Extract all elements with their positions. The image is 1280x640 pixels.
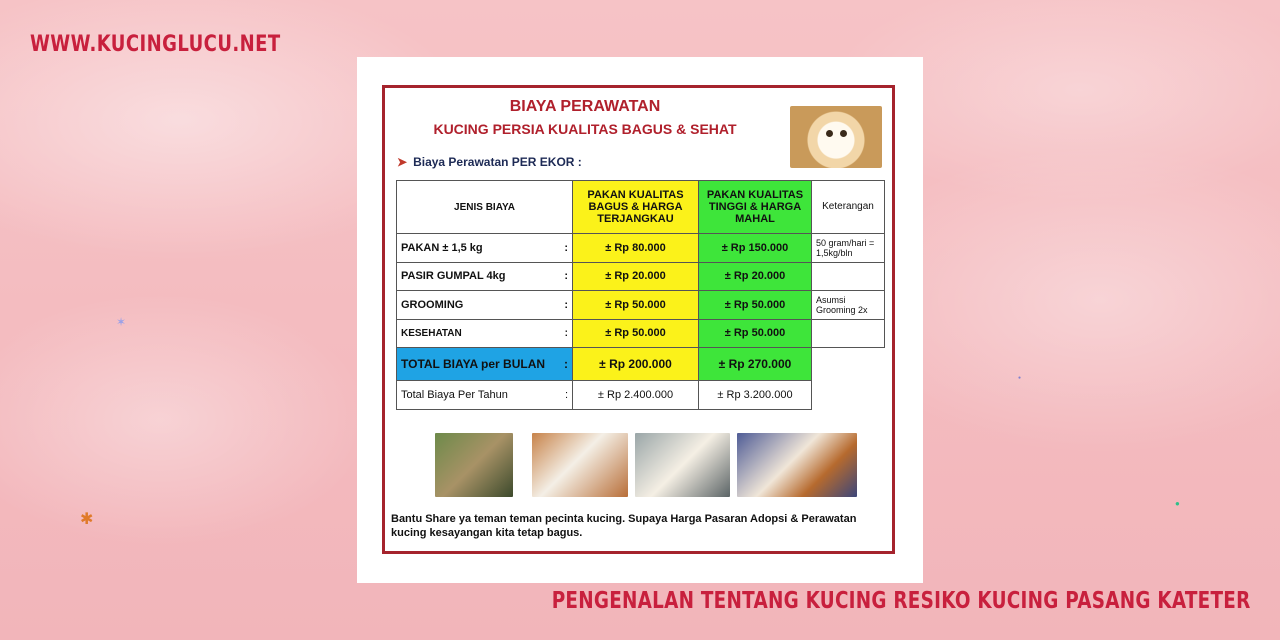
kitten-photo-2 bbox=[532, 433, 628, 497]
header-keterangan: Keterangan bbox=[812, 181, 885, 234]
row-label: KESEHATAN : bbox=[397, 319, 573, 348]
cost-table bbox=[396, 180, 885, 410]
row-label: PAKAN ± 1,5 kg : bbox=[397, 234, 573, 263]
yearly-row bbox=[397, 381, 885, 410]
row-cost-a: ± Rp 20.000 bbox=[573, 262, 699, 291]
share-note: Bantu Share ya teman teman pecinta kucing. Supaya Harga Pasaran Adopsi & Perawatan kucing kesayangan kita tetap bagus. bbox=[391, 513, 857, 539]
row-cost-b: ± Rp 150.000 bbox=[699, 234, 812, 263]
yearly-note-empty bbox=[812, 381, 885, 410]
page-caption[interactable]: PENGENALAN TENTANG KUCING RESIKO KUCING PASANG KATETER bbox=[551, 588, 1250, 614]
sparkle-icon: ✱ bbox=[80, 511, 94, 528]
header-pakan-bagus: PAKAN KUALITAS BAGUS & HARGA TERJANGKAU bbox=[573, 181, 699, 234]
row-cost-a: ± Rp 80.000 bbox=[573, 234, 699, 263]
row-label: GROOMING : bbox=[397, 291, 573, 320]
kitten-photo-1 bbox=[435, 433, 513, 497]
row-cost-b: ± Rp 20.000 bbox=[699, 262, 812, 291]
total-label: TOTAL BIAYA per BULAN : bbox=[397, 348, 573, 381]
yearly-label: Total Biaya Per Tahun : bbox=[397, 381, 573, 410]
total-cost-b: ± Rp 270.000 bbox=[699, 348, 812, 381]
yearly-cost-b: ± Rp 3.200.000 bbox=[699, 381, 812, 410]
total-cost-a: ± Rp 200.000 bbox=[573, 348, 699, 381]
per-ekor-heading: ➤ Biaya Perawatan PER EKOR : bbox=[397, 155, 582, 169]
total-row bbox=[397, 348, 885, 381]
total-note-empty bbox=[812, 348, 885, 381]
kitten-photo-3 bbox=[635, 433, 730, 497]
table-header-row bbox=[397, 181, 885, 234]
site-url[interactable]: WWW.KUCINGLUCU.NET bbox=[30, 32, 281, 57]
row-cost-b: ± Rp 50.000 bbox=[699, 291, 812, 320]
table-row bbox=[397, 291, 885, 320]
row-label: PASIR GUMPAL 4kg : bbox=[397, 262, 573, 291]
row-note bbox=[812, 319, 885, 348]
cost-poster-image bbox=[357, 57, 923, 583]
header-pakan-tinggi: PAKAN KUALITAS TINGGI & HARGA MAHAL bbox=[699, 181, 812, 234]
header-jenis-biaya: JENIS BIAYA bbox=[397, 181, 573, 234]
table-row bbox=[397, 234, 885, 263]
sparkle-icon: ✶ bbox=[116, 315, 127, 329]
yearly-cost-a: ± Rp 2.400.000 bbox=[573, 381, 699, 410]
row-note: 50 gram/hari = 1,5kg/bln bbox=[812, 234, 885, 263]
arrow-bullet-icon: ➤ bbox=[397, 155, 408, 169]
kitten-photo-4 bbox=[737, 433, 857, 497]
row-cost-b: ± Rp 50.000 bbox=[699, 319, 812, 348]
row-note: Asumsi Grooming 2x bbox=[812, 291, 885, 320]
row-note bbox=[812, 262, 885, 291]
row-cost-a: ± Rp 50.000 bbox=[573, 291, 699, 320]
persian-cat-photo bbox=[790, 106, 882, 168]
table-row bbox=[397, 319, 885, 348]
row-cost-a: ± Rp 50.000 bbox=[573, 319, 699, 348]
poster-title: BIAYA PERAWATAN bbox=[509, 98, 661, 115]
table-row bbox=[397, 262, 885, 291]
poster-frame bbox=[382, 85, 895, 554]
sparkle-icon: ● bbox=[1018, 375, 1022, 381]
poster-subtitle: KUCING PERSIA KUALITAS BAGUS & SEHAT bbox=[433, 121, 737, 137]
sparkle-icon: ● bbox=[1175, 499, 1180, 508]
